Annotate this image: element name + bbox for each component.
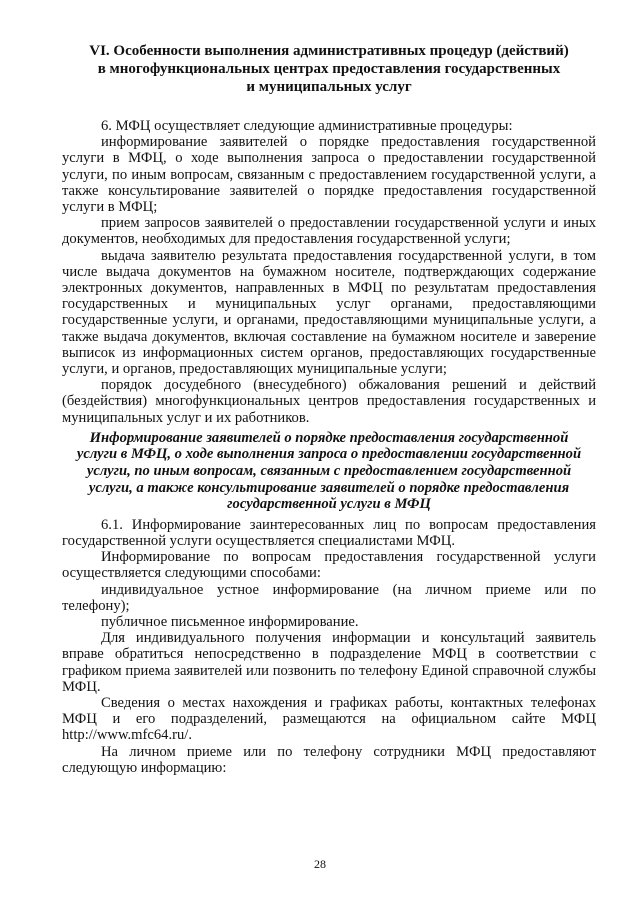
- paragraph: публичное письменное информирование.: [101, 614, 359, 631]
- paragraph: Для индивидуального получения информации и консультаций заявитель вправе обратиться непосредственно в подразделение МФЦ в соответствии с графиком приема заявителей или позвонить по телефону Единой справочной службы МФЦ.: [62, 630, 596, 695]
- subsection-heading-line: государственной услуги в МФЦ: [227, 496, 431, 513]
- paragraph: Информирование по вопросам предоставления государственной услуги осуществляется следующими способами:: [62, 549, 596, 582]
- subsection-heading-line: Информирование заявителей о порядке предоставления государственной: [89, 429, 569, 446]
- paragraph: 6. МФЦ осуществляет следующие административные процедуры:: [101, 118, 513, 134]
- subsection-heading: [62, 430, 596, 513]
- paragraph: 6.1. Информирование заинтересованных лиц по вопросам предоставления государственной услуги осуществляется специалистами МФЦ.: [62, 516, 596, 550]
- subsection-heading-line: услуги, а также консультирование заявителей о порядке предоставления: [88, 479, 570, 496]
- section-body-b: [62, 517, 596, 776]
- subsection-heading-line: услуги, по иным вопросам, связанным с предоставлением государственной: [86, 463, 572, 480]
- paragraph: На личном приеме или по телефону сотрудники МФЦ предоставляют следующую информацию:: [62, 743, 596, 776]
- page-number: 28: [314, 857, 326, 871]
- document-page: [62, 42, 596, 776]
- paragraph: выдача заявителю результата предоставления государственной услуги, в том числе выдача документов на бумажном носителе, подтверждающих содержание электронных документов, направленных в МФЦ по результатам предоставления государственных и муниципальных услуг органами, предоставляющими государственные услуги, и органами, предоставляющими муниципальные услуги, а также выдача документов, включая составление на бумажном носителе и заверение выписок из информационных систем органов, предоставляющих государственные услуги, и органов, предоставляющих муниципальные услуги;: [62, 247, 596, 378]
- section-heading-line: и муниципальных услуг: [246, 79, 412, 95]
- section-heading-line: в многофункциональных центрах предоставления государственных: [97, 61, 561, 77]
- section-heading: [62, 42, 596, 96]
- paragraph: Сведения о местах нахождения и графиках работы, контактных телефонах МФЦ и его подразделений, размещаются на официальном сайте МФЦ http://www.mfc64.ru/.: [62, 695, 596, 744]
- paragraph: порядок досудебного (внесудебного) обжалования решений и действий (бездействия) многофункциональных центров предоставления государственных и муниципальных услуг и их работников.: [62, 377, 596, 426]
- subsection-heading-line: услуги в МФЦ, о ходе выполнения запроса о предоставлении государственной: [76, 446, 582, 463]
- paragraph: информирование заявителей о порядке предоставления государственной услуги в МФЦ, о ходе выполнения запроса о предоставлении государственной услуги, по иным вопросам, связанным с предоставлением государственной услуги, а также консультирование заявителей о порядке предоставления государственной услуги в МФЦ;: [62, 134, 596, 216]
- paragraph: прием запросов заявителей о предоставлении государственной услуги и иных документов, необходимых для предоставления государственной услуги;: [62, 215, 596, 248]
- paragraph: индивидуальное устное информирование (на личном приеме или по телефону);: [62, 581, 596, 614]
- section-body-a: [62, 118, 596, 426]
- section-heading-line: VI. Особенности выполнения административных процедур (действий): [89, 43, 569, 59]
